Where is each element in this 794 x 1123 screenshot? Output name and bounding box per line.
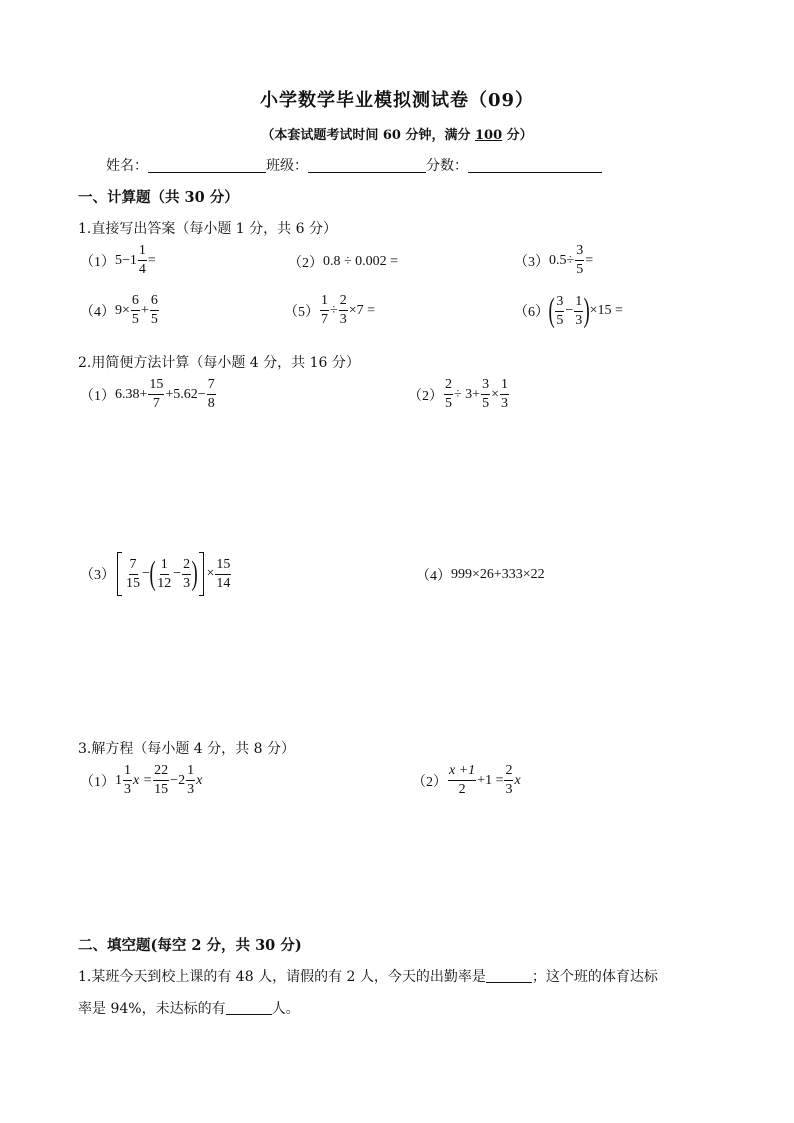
- fraction: $\frac{1}{4}$: [138, 243, 146, 277]
- attendance-blank[interactable]: [486, 968, 532, 983]
- problem-label: （3）: [80, 568, 115, 583]
- expr-text: ×: [491, 386, 499, 402]
- problem-label: （1）: [80, 254, 115, 270]
- expr-text: 6.38+: [115, 386, 148, 402]
- expr-text: 5−1: [115, 252, 137, 268]
- problem-label: （4）: [416, 569, 451, 584]
- fraction: $\frac{1}{12}$: [157, 556, 172, 591]
- page-title: 小学数学毕业模拟测试卷（09）: [259, 90, 535, 111]
- left-bracket: [117, 552, 122, 596]
- expr-text: 1: [115, 772, 122, 788]
- fraction: $\frac{15}{14}$: [216, 556, 231, 591]
- right-paren: ): [583, 292, 591, 329]
- expr-text: =: [147, 252, 156, 268]
- equation-3-1: [80, 764, 202, 797]
- class-label: 班级：: [266, 158, 308, 174]
- expr-text: x: [196, 772, 203, 788]
- problem-label: （2）: [412, 774, 447, 790]
- fraction: $\frac{6}{5}$: [131, 293, 139, 327]
- expr-text: x =: [133, 772, 153, 788]
- fill-text: 人。: [271, 1001, 300, 1017]
- fraction: $\frac{1}{7}$: [321, 293, 328, 327]
- right-paren: ): [191, 555, 198, 592]
- expr-text: −: [173, 566, 182, 581]
- fraction: $\frac{3}{5}$: [556, 293, 564, 328]
- fraction: $\frac{3}{5}$: [576, 243, 584, 277]
- problem-1-4: [80, 294, 160, 327]
- expr-text: 0.8 ÷ 0.002 =: [323, 254, 399, 269]
- expr-text: x: [514, 772, 521, 788]
- fraction: $\frac{x +1}{2}$: [449, 763, 476, 797]
- fraction: $\frac{2}{5}$: [445, 377, 452, 411]
- left-paren: (: [548, 292, 555, 329]
- name-blank[interactable]: [148, 158, 266, 173]
- problem-2-2: [408, 378, 510, 411]
- fraction: $\frac{2}{3}$: [505, 763, 513, 797]
- fraction: $\frac{2}{3}$: [339, 293, 347, 327]
- unqualified-blank[interactable]: [226, 1000, 272, 1015]
- q2-title: 2.用简便方法计算（每小题 4 分，共 16 分）: [78, 355, 360, 371]
- problem-1-6: [514, 294, 623, 328]
- expr-text: +5.62−: [165, 386, 206, 402]
- expr-text: 9×: [115, 302, 130, 318]
- problem-1-2: [288, 252, 398, 272]
- subtitle-prefix: （本套试题考试时间 60 分钟，满分: [261, 128, 475, 143]
- q1-title: 1.直接写出答案（每小题 1 分，共 6 分）: [78, 221, 337, 237]
- expr-text: ÷ 3+: [454, 386, 481, 402]
- problem-label: （1）: [80, 774, 115, 790]
- full-score: 100: [475, 128, 503, 143]
- expr-text: 999×26+333×22: [451, 567, 545, 582]
- left-paren: (: [149, 555, 156, 592]
- problem-2-1: [80, 378, 217, 411]
- problem-label: （1）: [80, 388, 115, 404]
- q3-title: 3.解方程（每小题 4 分，共 8 分）: [78, 741, 295, 757]
- expr-text: ÷: [330, 302, 338, 318]
- problem-label: （6）: [514, 305, 549, 320]
- fill-q1-line1: [78, 966, 658, 986]
- section2-title: 二、填空题(每空 2 分，共 30 分): [78, 937, 302, 954]
- expr-text: ×15 =: [589, 303, 623, 318]
- fraction: $\frac{15}{7}$: [149, 377, 164, 411]
- fraction: $\frac{3}{5}$: [482, 377, 490, 411]
- score-blank[interactable]: [468, 158, 602, 173]
- problem-label: （2）: [408, 388, 443, 404]
- expr-text: −: [142, 566, 150, 581]
- fraction: $\frac{1}{3}$: [501, 377, 508, 411]
- fraction: $\frac{7}{15}$: [126, 556, 140, 591]
- fill-text: ；这个班的体育达标: [531, 969, 658, 985]
- problem-label: （2）: [288, 256, 323, 271]
- problem-1-5: [284, 294, 375, 327]
- expr-text: −: [565, 303, 574, 318]
- expr-text: ×7 =: [348, 302, 375, 318]
- problem-label: （4）: [80, 304, 115, 320]
- fraction: $\frac{1}{3}$: [187, 763, 195, 797]
- fill-text: 率是 94%，未达标的有: [78, 1001, 226, 1017]
- problem-1-1: [80, 244, 156, 277]
- expr-text: +1 =: [477, 772, 504, 788]
- problem-label: （5）: [284, 304, 319, 320]
- problem-2-4: [416, 565, 545, 585]
- name-label: 姓名：: [106, 158, 148, 174]
- fraction: $\frac{6}{5}$: [150, 293, 158, 327]
- expr-text: 0.5÷: [549, 252, 575, 268]
- expr-text: ×: [206, 566, 215, 581]
- fraction: $\frac{1}{3}$: [124, 763, 131, 797]
- problem-1-3: [514, 244, 593, 277]
- class-blank[interactable]: [308, 158, 426, 173]
- expr-text: −2: [170, 772, 186, 788]
- problem-2-3: [80, 552, 232, 596]
- equation-3-2: [412, 764, 521, 797]
- fraction: $\frac{7}{8}$: [207, 377, 215, 411]
- section1-title: 一、计算题（共 30 分）: [78, 189, 239, 206]
- problem-label: （3）: [514, 254, 549, 270]
- expr-text: +: [140, 302, 149, 318]
- fill-text: 1.某班今天到校上课的有 48 人，请假的有 2 人，今天的出勤率是: [78, 969, 486, 985]
- fill-q1-line2: [78, 998, 300, 1018]
- info-line: [106, 155, 602, 175]
- right-bracket: [199, 552, 204, 596]
- expr-text: =: [585, 252, 594, 268]
- fraction: $\frac{22}{15}$: [154, 763, 169, 797]
- exam-subtitle: [0, 124, 794, 143]
- fraction: $\frac{2}{3}$: [183, 556, 191, 591]
- fraction: $\frac{1}{3}$: [575, 293, 583, 328]
- subtitle-suffix: 分）: [502, 128, 533, 143]
- score-label: 分数：: [426, 158, 468, 174]
